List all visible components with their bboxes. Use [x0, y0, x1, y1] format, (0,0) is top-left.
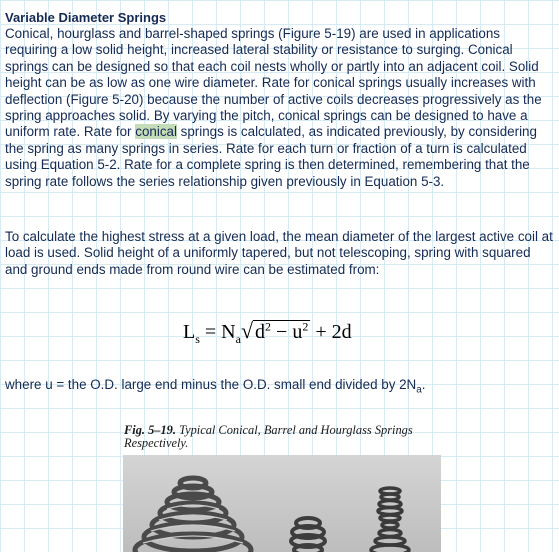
paragraph1-text-a: Conical, hourglass and barrel-shaped springs (Figure 5-19) are used in applications requiring a low solid height, increased lateral stability or resistance to surging. Conical springs can be designed so that each coil nests wholly or partly into an adjacent coil. Solid height can be as low as one wire diameter. Rate for conical springs usually increases with deflection (Figure 5-20) because the number of active coils decreases progressively as the spring approaches solid. By varying the pitch, conical springs can be designed to have a uniform rate. Rate for — [5, 26, 542, 140]
springs-illustration — [123, 455, 441, 552]
section-title: Variable Diameter Springs — [5, 10, 167, 25]
formula-lhs: L — [183, 321, 196, 343]
where-main: where u = the O.D. large end minus the O.D. small end divided by 2N — [5, 377, 417, 392]
formula-lhs-sub: s — [195, 332, 200, 346]
hourglass-spring-icon — [371, 488, 409, 552]
formula-u: u — [292, 321, 303, 343]
formula-n: N — [221, 321, 236, 343]
highlighted-word: conical — [135, 124, 177, 140]
springs-photo — [123, 455, 441, 552]
formula-tail: + 2d — [315, 321, 352, 343]
formula-equals: = — [204, 321, 217, 343]
formula-d: d — [255, 321, 266, 343]
figure-label: Fig. 5–19. — [124, 423, 176, 437]
radicand — [253, 320, 310, 343]
formula-u-exp: 2 — [302, 319, 309, 334]
formula-d-exp: 2 — [265, 319, 272, 334]
where-sub: a — [416, 384, 422, 396]
paragraph-highest-stress: To calculate the highest stress at a given load, the mean diameter of the largest active coil at load is used. Solid height of a uniformly tapered, but not telescoping, spring with squared and ground ends made from round wire can be estimated from: — [5, 229, 553, 277]
paragraph-variable-diameter — [5, 26, 553, 190]
where-definition — [5, 377, 426, 396]
square-root — [241, 318, 310, 344]
figure-caption-text: Typical Conical, Barrel and Hourglass Springs Respectively. — [124, 423, 413, 450]
radical-sign-icon: √ — [240, 318, 254, 343]
paragraph1-text-b: springs is calculated, as indicated previously, by considering the spring as many springs in series. Rate for each turn or fraction of a turn is calculated using Equation 5-2. Rate for a complete spring is then determined, remembering that the spring rate follows the series relationship given previously in Equation 5-3. — [5, 124, 537, 189]
solid-height-formula — [183, 318, 352, 347]
formula-n-sub: a — [235, 332, 241, 346]
barrel-spring-icon — [291, 518, 325, 552]
figure-caption — [124, 424, 444, 450]
formula-minus: − — [276, 321, 288, 343]
where-end: . — [421, 377, 426, 392]
